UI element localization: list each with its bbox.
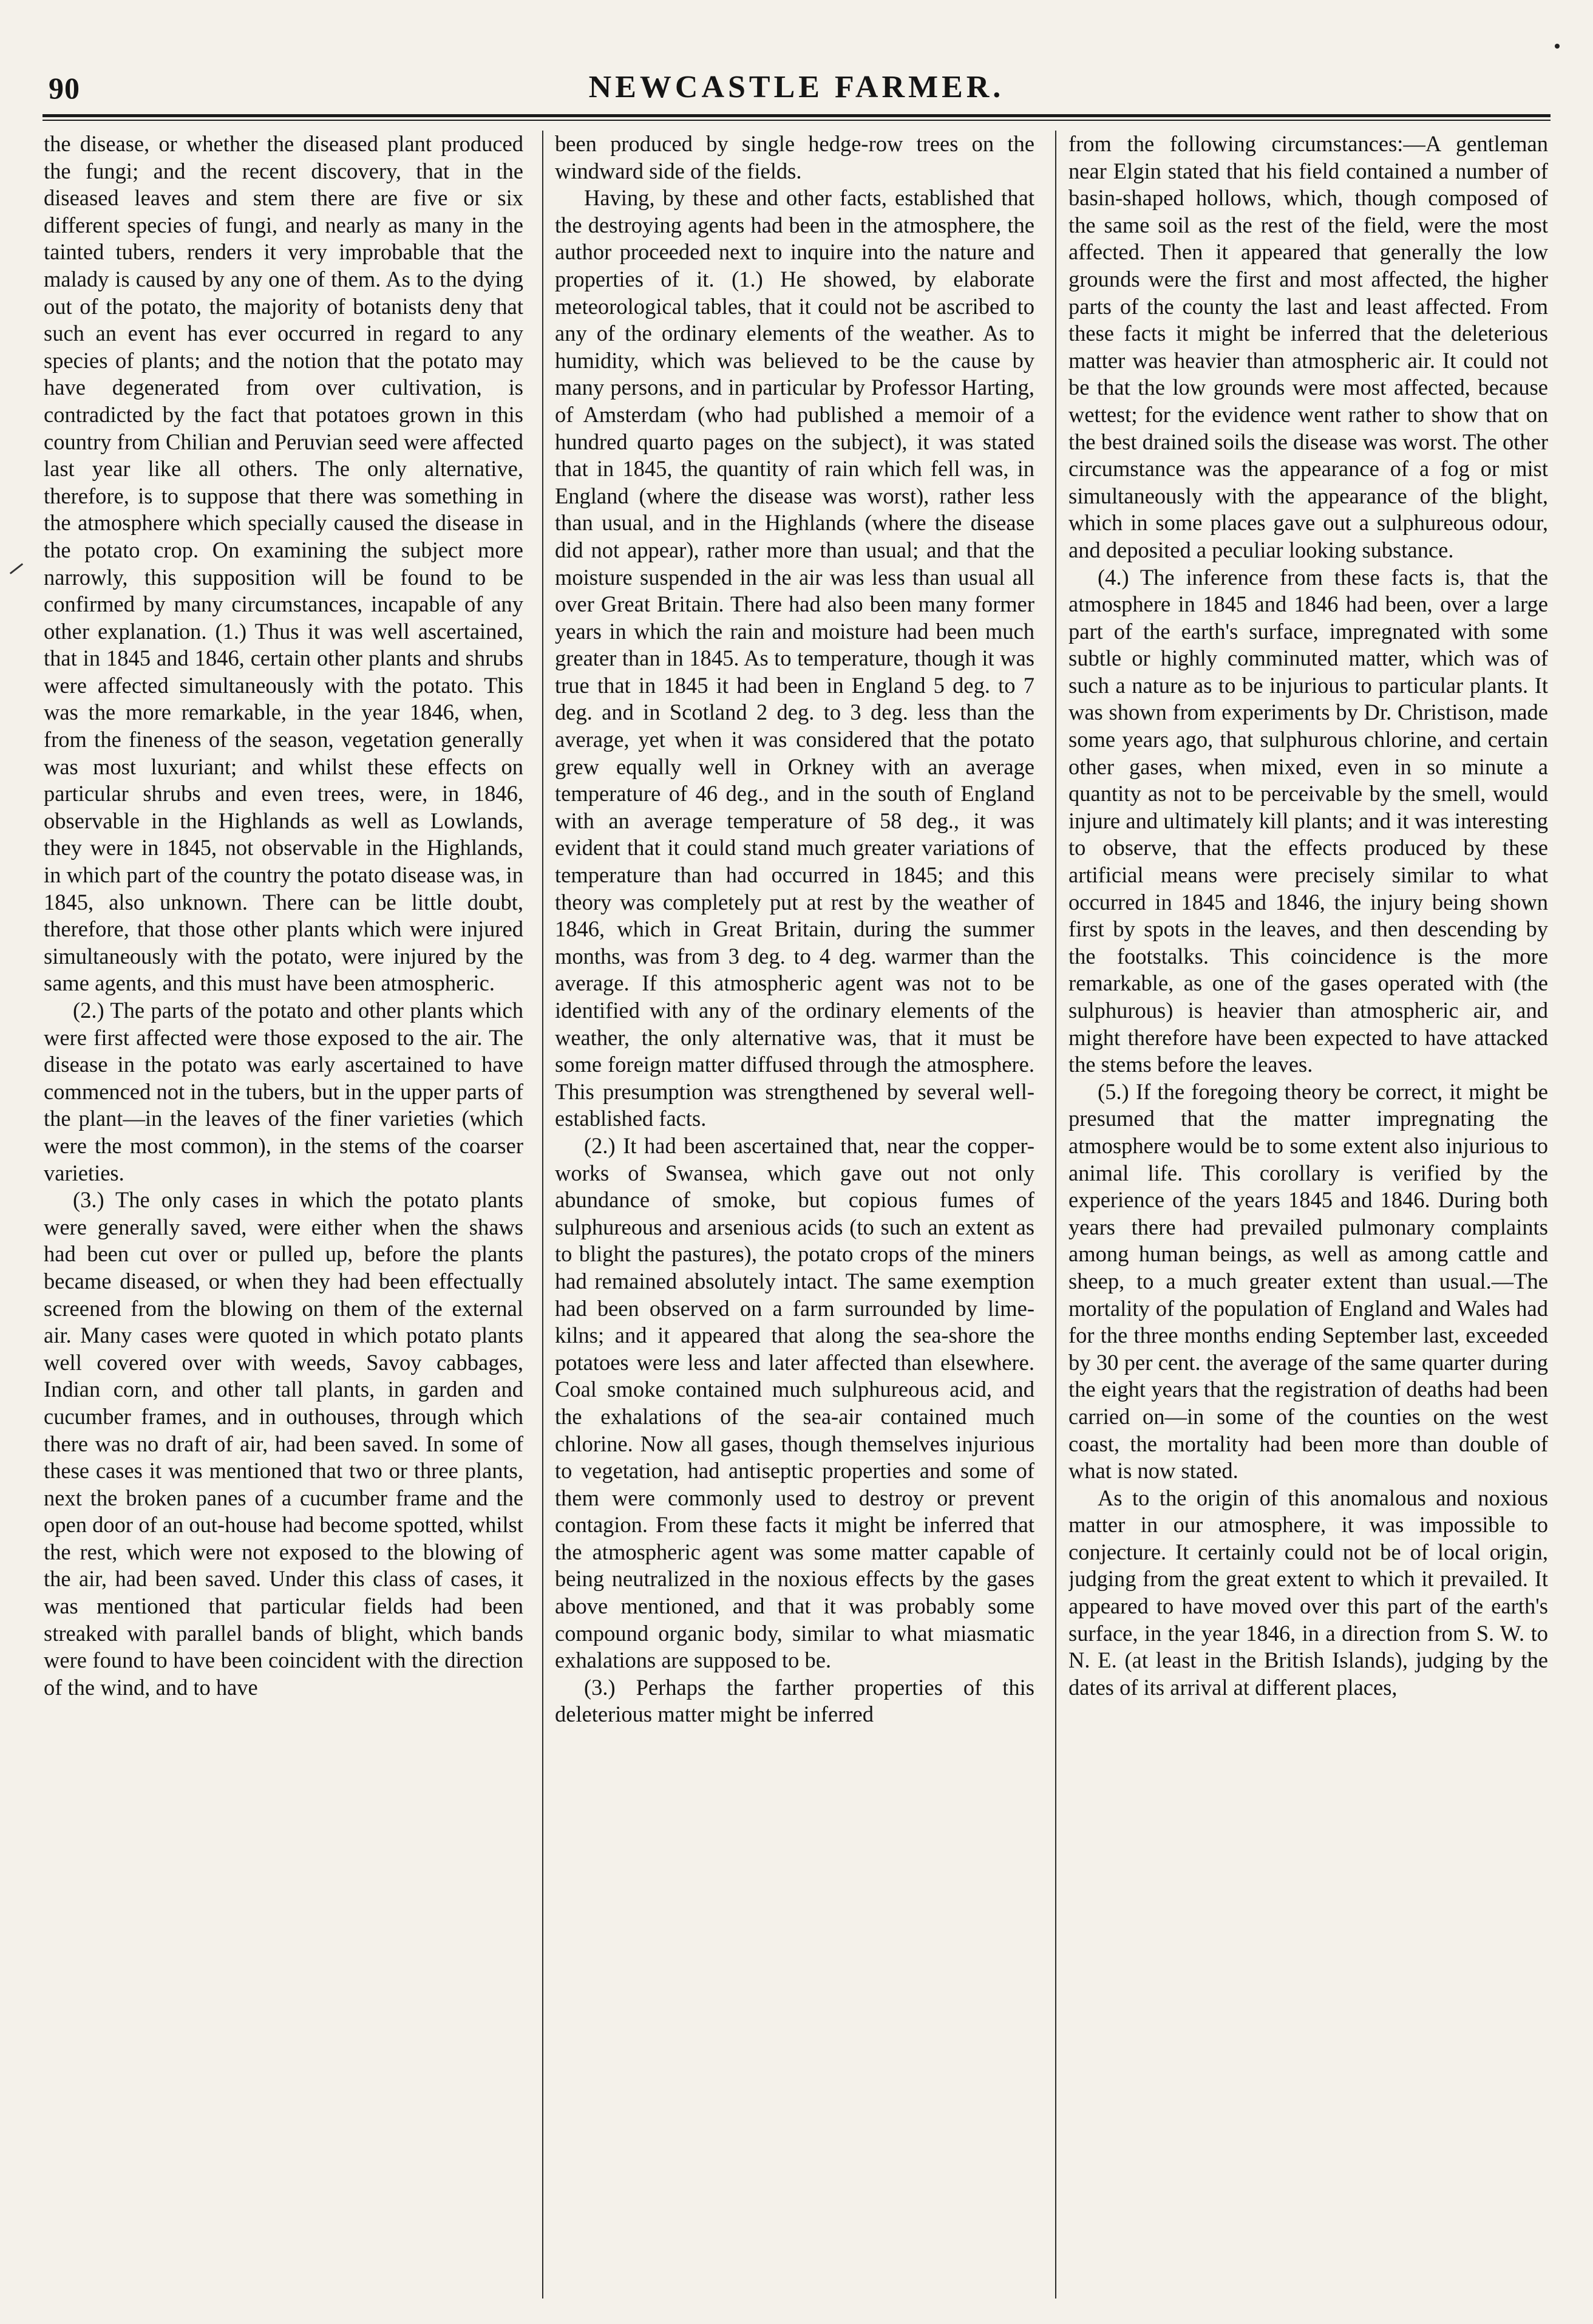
article-columns <box>44 131 1549 2298</box>
margin-pencil-mark <box>10 563 23 574</box>
paragraph: Having, by these and other facts, established that the destroying agents had been in the atmosphere, the author proceeded next to inquire into the nature and properties of it. (1.) He showed, by elaborate meteorological tables, that it could not be ascribed to any of the ordinary elements of the weather. As to humidity, which was believed to be the cause by many persons, and in particular by Professor Harting, of Amsterdam (who had published a memoir of a hundred quarto pages on the subject), it was stated that in 1845, the quantity of rain which fell was, in England (where the disease was worst), rather less than usual, and in the Highlands (where the disease did not appear), rather more than usual; and that the moisture suspended in the air was less than usual all over Great Britain. There had also been many former years in which the rain and moisture had been much greater than in 1845. As to temperature, though it was true that in 1845 it had been in England 5 deg. to 7 deg. and in Scotland 2 deg. to 3 deg. less than the average, yet when it was considered that the potato grew equally well in Orkney with an average temperature of 46 deg., and in the south of England with an average temperature of 58 deg., it was evident that it could stand much greater variations of temperature than had occurred in 1845; and this theory was completely put at rest by the weather of 1846, which in Great Britain, during the summer months, was from 3 deg. to 4 deg. warmer than the average. If this atmospheric agent was not to be identified with any of the ordinary elements of the weather, the only alternative was, that it must be some foreign matter diffused through the atmosphere. This presumption was strengthened by several well-established facts. <box>555 185 1034 1131</box>
paragraph: from the following circumstances:—A gentleman near Elgin stated that his field contained a number of basin-shaped hollows, which, though composed of the same soil as the rest of the field, were the most affected. Then it appeared that generally the low grounds were the first and most affected, the higher parts of the county the last and least affected. From these facts it might be inferred that the deleterious matter was heavier than atmospheric air. It could not be that the low grounds were most affected, because wettest; for the evidence went rather to show that on the best drained soils the disease was worst. The other circumstance was the appearance of a fog or mist simultaneously with the appearance of the blight, which in some places gave out a sulphureous odour, and deposited a peculiar looking substance. <box>1068 131 1548 562</box>
paragraph: As to the origin of this anomalous and noxious matter in our atmosphere, it was impossible to conjecture. It certainly could not be of local origin, judging from the great extent to which it prevailed. It appeared to have moved over this part of the earth's surface, in the year 1846, in a direction from S. W. to N. E. (at least in the British Islands), judging by the dates of its arrival at different places, <box>1068 1485 1548 1700</box>
ink-speck <box>1555 44 1560 49</box>
column-3 <box>1068 131 1548 2298</box>
paragraph: (5.) If the foregoing theory be correct, it might be presumed that the matter impregnating the atmosphere would be to some extent also injurious to animal life. This corollary is verified by the experience of the years 1845 and 1846. During both years there had prevailed pulmonary complaints among human beings, as well as among cattle and sheep, to a much greater extent than usual.—The mortality of the population of England and Wales had for the three months ending September last, exceeded by 30 per cent. the average of the same quarter during the eight years that the registration of deaths had been carried on—in some of the counties on the west coast, the mortality had been more than double of what is now stated. <box>1068 1079 1548 1484</box>
header-rule <box>42 114 1551 117</box>
header-rule-thin <box>42 120 1551 121</box>
page-header <box>42 67 1551 111</box>
paragraph: (3.) The only cases in which the potato plants were generally saved, were either when the shaws had been cut over or pulled up, before the plants became diseased, or when they had been effectually screened from the blowing on them of the external air. Many cases were quoted in which potato plants well covered over with weeds, Savoy cabbages, Indian corn, and other tall plants, in garden and cucumber frames, and in outhouses, through which there was no draft of air, had been saved. In some of these cases it was mentioned that two or three plants, next the broken panes of a cucumber frame and the open door of an out-house had become spotted, whilst the rest, which were not exposed to the blowing of the air, had been saved. Under this class of cases, it was mentioned that particular fields had been streaked with parallel bands of blight, which bands were found to have been coincident with the direction of the wind, and to have <box>44 1187 523 1700</box>
paragraph: the disease, or whether the diseased plant produced the fungi; and the recent discovery, that in the diseased leaves and stem there are five or six different species of fungi, and nearly as many in the tainted tubers, renders it very improbable that the malady is caused by any one of them. As to the dying out of the potato, the majority of botanists deny that such an event has ever occurred in regard to any species of plants; and the notion that the potato may have degenerated from over cultivation, is contradicted by the fact that potatoes grown in this country from Chilian and Peruvian seed were affected last year like all others. The only alternative, therefore, is to suppose that there was something in the atmosphere which specially caused the disease in the potato crop. On examining the subject more narrowly, this supposition will be found to be confirmed by many circumstances, incapable of any other explanation. (1.) Thus it was well ascertained, that in 1845 and 1846, certain other plants and shrubs were affected simultaneously with the potato. This was the more remarkable, in the year 1846, when, from the fineness of the season, vegetation generally was most luxuriant; and whilst these effects on particular shrubs and even trees, were, in 1846, observable in the Highlands as well as Lowlands, they were in 1845, not observable in the Highlands, in which part of the country the potato disease was, in 1845, also unknown. There can be little doubt, therefore, that those other plants which were injured simultaneously with the potato, were injured by the same agents, and this must have been atmospheric. <box>44 131 523 996</box>
running-title: NEWCASTLE FARMER. <box>588 70 1005 104</box>
column-2 <box>555 131 1034 2298</box>
column-rule <box>542 131 543 2298</box>
paragraph: (4.) The inference from these facts is, that the atmosphere in 1845 and 1846 had been, over a large part of the earth's surface, impregnated with some subtle or highly comminuted matter, which was of such a nature as to be injurious to particular plants. It was shown from experiments by Dr. Christison, made some years ago, that sulphurous chlorine, and certain other gases, when mixed, even in so minute a quantity as not to be perceivable by the smell, would injure and ultimately kill plants; and it was interesting to observe, that the effects produced by these artificial means were precisely similar to what occurred in 1845 and 1846, the injury being shown first by spots in the leaves, and then descending by the footstalks. This coincidence is the more remarkable, as one of the gases operated with (the sulphurous) is heavier than atmospheric air, and might therefore have been expected to have attacked the stems before the leaves. <box>1068 564 1548 1077</box>
paragraph: been produced by single hedge-row trees on the windward side of the fields. <box>555 131 1034 183</box>
paragraph: (2.) The parts of the potato and other plants which were first affected were those exposed to the air. The disease in the potato was early ascertained to have commenced not in the tubers, but in the upper parts of the plant—in the leaves of the finer varieties (which were the most common), in the stems of the coarser varieties. <box>44 998 523 1185</box>
paragraph: (2.) It had been ascertained that, near the copper-works of Swansea, which gave out not only abundance of smoke, but copious fumes of sulphureous and arsenious acids (to such an extent as to blight the pastures), the potato crops of the miners had remained absolutely intact. The same exemption had been observed on a farm surrounded by lime-kilns; and it appeared that along the sea-shore the potatoes were less and later affected than elsewhere. Coal smoke contained much sulphureous acid, and the exhalations of the sea-air contained much chlorine. Now all gases, though themselves injurious to vegetation, had antiseptic properties and some of them were commonly used to destroy or prevent contagion. From these facts it might be inferred that the atmospheric agent was some matter capable of being neutralized in the noxious effects by the gases above mentioned, and that it was probably some compound organic body, similar to what miasmatic exhalations are supposed to be. <box>555 1133 1034 1673</box>
column-1 <box>44 131 523 2298</box>
paragraph: (3.) Perhaps the farther properties of this deleterious matter might be inferred <box>555 1674 1034 1727</box>
page-number: 90 <box>49 71 80 105</box>
column-rule <box>1055 131 1056 2298</box>
